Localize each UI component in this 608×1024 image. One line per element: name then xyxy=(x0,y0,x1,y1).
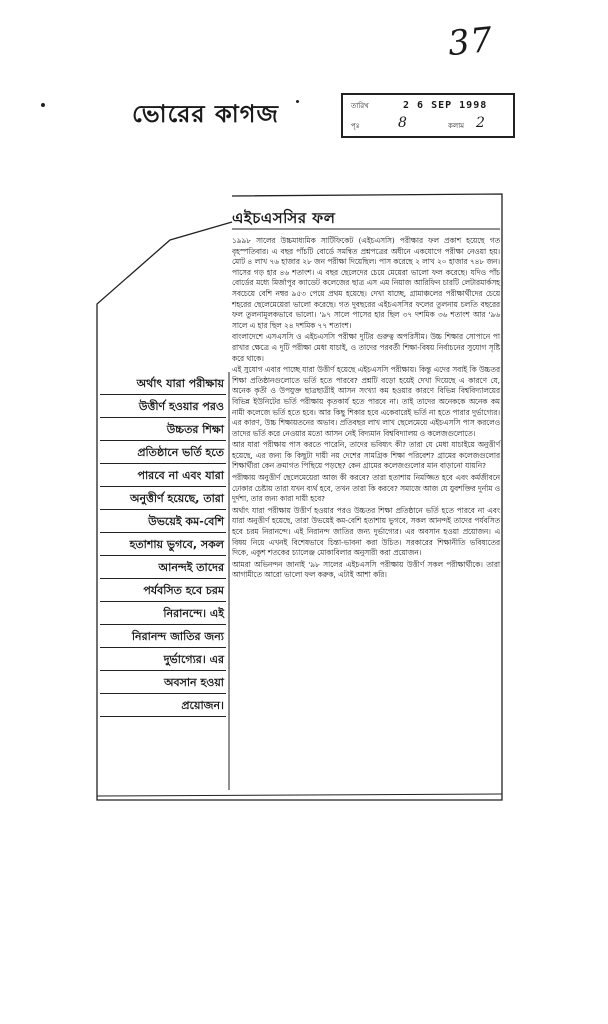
stamp-column-label: কলাম xyxy=(448,122,465,130)
pull-quote-line: নিরানন্দে। এই xyxy=(100,602,226,625)
pull-quote-line: প্রতিষ্ঠানে ভর্তি হতে xyxy=(100,441,226,464)
article-paragraph: অর্থাৎ যারা পরীক্ষায় উত্তীর্ণ হওয়ার পরও উচ্চতর শিক্ষা প্রতিষ্ঠানে ভর্তি হতে পারবে না এবং যারা অনুত্তীর্ণ হয়েছে, তারা উভয়েই কম-বেশি হতাশায় ভুগবে, সকল আনন্দই তাদের পর্যবসিত হবে চরম নিরানন্দে। এই নিরানন্দ জাতির জন্য দুর্ভাগ্যের। এর অবসান হওয়া প্রয়োজন। এ বিষয় নিয়ে এখনই বিশেষভাবে চিন্তা-ভাবনা করা উচিত। সরকারের শিক্ষানীতি ভবিষ্যতের দিকে, একুশ শতকের চ্যালেঞ্জ মোকাবিলার অনুসারী করা প্রয়োজন। xyxy=(232,505,500,558)
article-paragraph: আমরা অভিনন্দন জানাই '৯৮ সালের এইচএসসি পরীক্ষায় উত্তীর্ণ সকল পরীক্ষার্থীকে। তারা আগামীতে আরো ভালো ফল করুক, এটাই আশা করি। xyxy=(232,559,500,580)
pull-quote-line: প্রয়োজন। xyxy=(100,694,226,717)
pull-quote-line: নিরানন্দ জাতির জন্য xyxy=(100,625,226,648)
editorial-article xyxy=(232,207,500,582)
pull-quote-line: দুর্ভাগ্যের। এর xyxy=(100,648,226,671)
pull-quote-line: উভয়েই কম-বেশি xyxy=(100,510,226,533)
handwritten-page-number: 37 xyxy=(446,19,496,65)
pull-quote-line: অবসান হওয়া xyxy=(100,671,226,694)
archive-stamp xyxy=(341,93,515,138)
pull-quote xyxy=(100,372,226,717)
scan-speck xyxy=(296,100,299,103)
article-paragraph: ১৯৯৮ সালের উচ্চমাধ্যমিক সার্টিফিকেট (এইচএসসি) পরীক্ষার ফল প্রকাশ হয়েছে গত বৃহস্পতিবার। এ বছর পাঁচটি বোর্ডে সমন্বিত প্রশ্নপত্রের অধীনে একযোগে পরীক্ষা নেওয়া হয়। মোট ৪ লাখ ৭৬ হাজার ২৮ জন পরীক্ষা দিয়েছিল। পাস করেছে ২ লাখ ২০ হাজার ৭৪৮ জন। পাসের গড় হার ৪৬ শতাংশ। এ বছর ছেলেদের চেয়ে মেয়েরা ভালো ফল করেছে। যদিও পাঁচ বোর্ডের মধ্যে মির্জাপুর ক্যাডেট কলেজের ছাত্র এস এম নিয়াজ আরিফিন চারটি লেটারমার্কসহ সবচেয়ে বেশি নম্বর ৯৫৩ পেয়ে প্রথম হয়েছে। দেখা যাচ্ছে, গ্রামাঞ্চলের পরীক্ষার্থীদের চেয়ে শহরের ছেলেমেয়েরা ভালো করেছে। গত দুবছরের এইচএসসির ফলের তুলনায় চলতি বছরের ফল তুলনামূলকভাবে ভালো। '৯৭ সালে পাসের হার ছিল ৩৭ দশমিক ৩৬ শতাংশ আর '৯৬ সালে এ হার ছিল ২৪ দশমিক ৭৭ শতাংশ। xyxy=(232,236,500,330)
pull-quote-line: উত্তীর্ণ হওয়ার পরও xyxy=(100,395,226,418)
pull-quote-line: অর্থাৎ যারা পরীক্ষায় xyxy=(100,372,226,395)
stamp-date-value: 2 6 SEP 1998 xyxy=(403,100,488,111)
scan-speck xyxy=(41,103,45,107)
pull-quote-line: পারবে না এবং যারা xyxy=(100,464,226,487)
stamp-page-value: 8 xyxy=(398,115,407,131)
newspaper-masthead: ভোরের কাগজ xyxy=(132,99,279,128)
pull-quote-line: আনন্দই তাদের xyxy=(100,556,226,579)
article-paragraph: পরীক্ষায় অনুত্তীর্ণ ছেলেমেয়েরা আজ কী করবে? তারা হতাশায় নিমজ্জিত হবে এবং কর্মজীবনে ঢোকার চেষ্টায় তারা যখন ব্যর্থ হবে, তখন তারা কি করবে? সমাজে আজ যে যুবশক্তির দুর্নাম ও দুর্দশা, তার জন্য কারা দায়ী হবে? xyxy=(232,473,500,504)
pull-quote-line: হতাশায় ভুগবে, সকল xyxy=(100,533,226,556)
stamp-page-label: পৃঃ xyxy=(351,122,360,130)
stamp-date-label: তারিখ xyxy=(351,102,369,110)
pull-quote-line: উচ্চতর শিক্ষা xyxy=(100,418,226,441)
bottom-rule xyxy=(97,794,502,796)
article-paragraph: আর যারা পরীক্ষায় পাস করতে পারেনি, তাদের ভবিষ্যৎ কী? তারা যে মেধা যাচাইয়ে অনুত্তীর্ণ হয়েছে, এর জন্য কি কিছুটা দায়ী নয় দেশের সামগ্রিক শিক্ষা পরিবেশ? গ্রামের কলেজগুলোর শিক্ষার্থীরা কেন ক্রমাগত পিছিয়ে পড়ছে? কেন গ্রামের কলেজগুলোর মান বাড়ানো যায়নি? xyxy=(232,440,500,471)
pull-quote-line: পর্যবসিত হবে চরম xyxy=(100,579,226,602)
article-paragraph: বাংলাদেশে এসএসসি ও এইচএসসি পরীক্ষা দুটির গুরুত্ব অপরিসীম। উচ্চ শিক্ষার সোপানে পা রাখার ক্ষেত্রে এ দুটি পরীক্ষা মেধা যাচাই, ও তাদের পরবর্তী শিক্ষা-বিষয় নির্বাচনের সুযোগ সৃষ্টি করে থাকে। xyxy=(232,332,500,363)
article-headline: এইচএসসির ফল xyxy=(232,209,336,227)
stamp-column-value: 2 xyxy=(476,115,485,131)
article-paragraph: এই সুযোগ এবার পাচ্ছে যারা উত্তীর্ণ হয়েছে এইচএসসি পরীক্ষায়। কিন্তু এদের সবাই কি উচ্চতর শিক্ষা প্রতিষ্ঠানগুলোতে ভর্তি হতে পারবে? প্রশ্নটি বড়ো হয়েই দেখা দিয়েছে এ কারণে যে, অনেক কৃতী ও উপযুক্ত ছাত্রছাত্রীই আসন সংখ্যা কম হওয়ার কারণে বিভিন্ন বিশ্ববিদ্যালয়ের বিভিন্ন ইউনিটের ভর্তি পরীক্ষায় কৃতকার্য হতে পারবে না। তাই তাদের অনেককে অনেক কম নামী কলেজে ভর্তি হতে হবে। আর কিছু শিকার হবে একেবারেই ভর্তি না হতে পারার দুর্ভাগ্যের। এর কারণ, উচ্চ শিক্ষায়তনের অভাব। প্রতিবছর লাখ লাখ ছেলেমেয়ে এইচএসসি পাস করলেও তাদের ভর্তি করে নেওয়ার মতো আসন নেই বিদ্যমান বিশ্ববিদ্যালয় ও কলেজগুলোতে। xyxy=(232,365,500,438)
pull-quote-line: অনুত্তীর্ণ হয়েছে, তারা xyxy=(100,487,226,510)
